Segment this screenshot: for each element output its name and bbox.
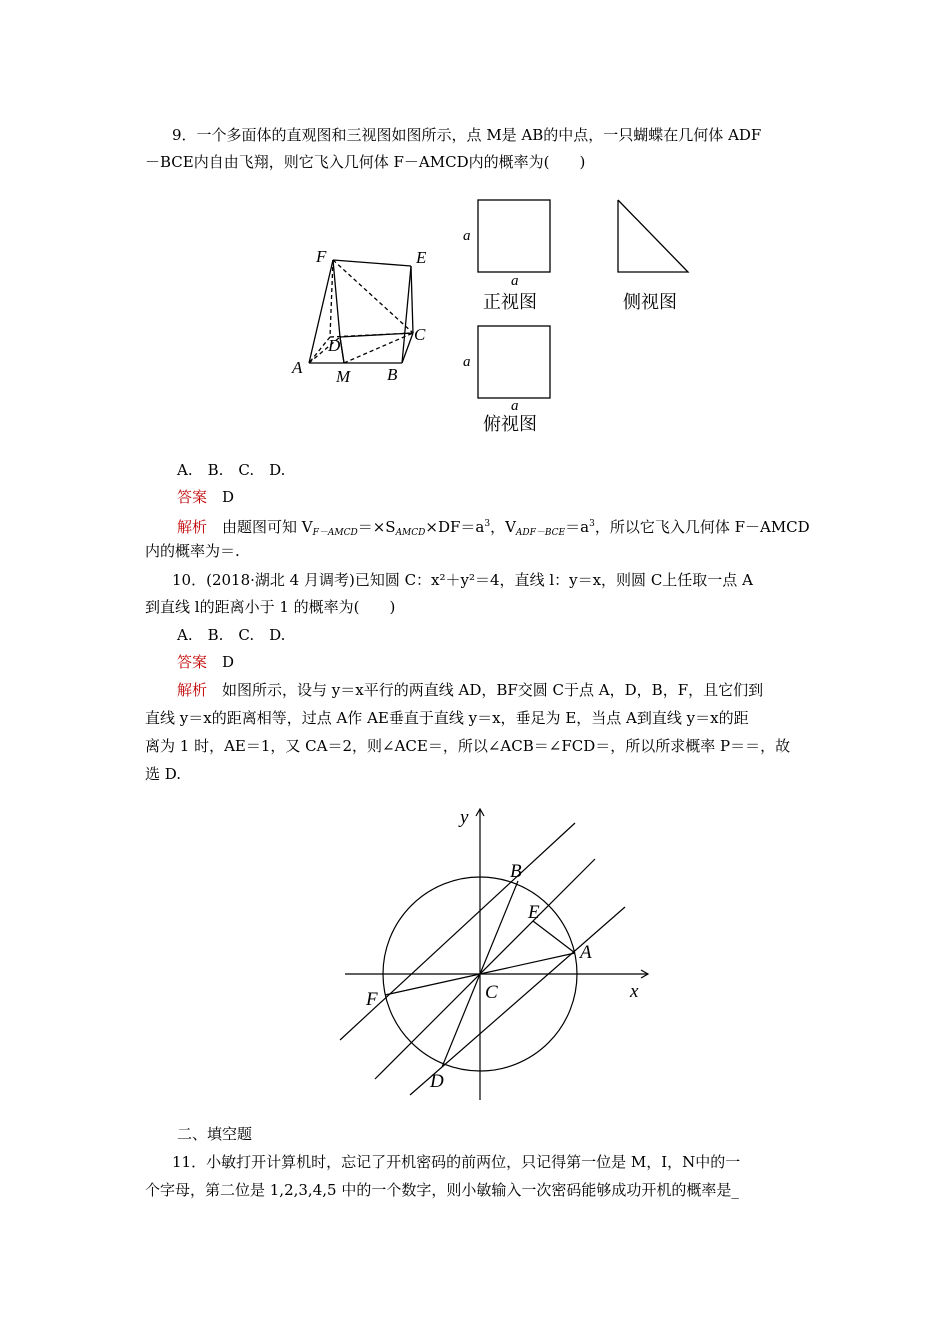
q9-sub3: ADF－BCE (515, 528, 566, 538)
top-dim-a-left: a (463, 354, 471, 370)
q9-sup1: 3 (484, 519, 491, 529)
q10-analysis-line3: 离为 1 时，AE＝1，又 CA＝2，则∠ACE＝，所以∠ACB＝∠FCD＝，所以所求概率 P＝＝，故 (145, 737, 791, 755)
q9-line1: 9．一个多面体的直观图和三视图如图所示，点 M是 AB的中点，一只蝴蝶在几何体 ADF (172, 126, 762, 144)
front-dim-a-bottom: a (511, 273, 519, 289)
q9-options: A. B. C. D. (177, 461, 286, 479)
q9-analysis-line1 (177, 514, 810, 543)
label-C: C (414, 325, 426, 344)
label-C2: C (485, 982, 498, 1003)
q9-analysis-label: 解析 (177, 518, 208, 536)
polyhedron-figure (278, 180, 708, 455)
q10-analysis-line2: 直线 y＝x的距离相等，过点 A作 AE垂直于直线 y＝x，垂足为 E，当点 A到直线 y＝x的距 (145, 709, 749, 727)
side-view-label: 侧视图 (623, 292, 677, 312)
q9-analysis-line2: 内的概率为＝. (145, 542, 240, 560)
label-B2: B (510, 861, 522, 882)
q9-answer-value: D (222, 488, 235, 506)
q9-mid3: ，V (490, 518, 516, 536)
q9-mid1: ＝×S (357, 518, 396, 536)
q10-analysis-line1 (177, 680, 763, 700)
label-A2: A (580, 942, 592, 963)
q10-line2: 到直线 l的距离小于 1 的概率为( ) (145, 598, 396, 616)
q10-analysis-line4: 选 D. (145, 765, 182, 783)
label-B: B (387, 365, 398, 384)
label-E: E (416, 248, 427, 267)
label-y: y (460, 807, 469, 828)
q11-line1: 11．小敏打开计算机时，忘记了开机密码的前两位，只记得第一位是 M，I，N中的一 (172, 1153, 741, 1171)
q9-answer (177, 487, 234, 507)
front-view-label: 正视图 (483, 292, 537, 312)
label-F2: F (366, 989, 378, 1010)
top-view-label: 俯视图 (483, 414, 537, 434)
label-E2: E (528, 902, 540, 923)
circle-figure (330, 795, 660, 1115)
front-dim-a-left: a (463, 228, 471, 244)
q9-answer-label: 答案 (177, 488, 208, 506)
q10-analysis-label: 解析 (177, 681, 208, 699)
label-D: D (328, 336, 341, 355)
q10-options: A. B. C. D. (177, 626, 286, 644)
q11-line2: 个字母，第二位是 1,2,3,4,5 中的一个数字，则小敏输入一次密码能够成功开机的概率是_ (145, 1181, 739, 1199)
section-title: 二、填空题 (177, 1125, 253, 1143)
top-dim-a-bottom: a (511, 398, 519, 414)
q9-mid2: ×DF＝a (425, 518, 485, 536)
q10-analysis-text1: 如图所示，设与 y＝x平行的两直线 AD，BF交圆 C于点 A，D，B，F，且它们到 (222, 681, 764, 699)
q9-analysis-part: 由题图可知 V (222, 518, 313, 536)
label-M: M (336, 367, 351, 386)
label-F: F (316, 247, 327, 266)
label-D2: D (430, 1071, 444, 1092)
q9-sup2: 3 (589, 519, 595, 529)
q9-line2: －BCE内自由飞翔，则它飞入几何体 F－AMCD内的概率为( ) (145, 153, 586, 171)
q9-sub1: F－AMCD (312, 528, 358, 538)
q10-answer-label: 答案 (177, 653, 208, 671)
label-A: A (292, 358, 303, 377)
label-x: x (630, 981, 639, 1002)
q10-line1: 10．(2018·湖北 4 月调考)已知圆 C：x²＋y²＝4，直线 l：y＝x，则圆 C上任取一点 A (172, 571, 753, 589)
q9-sub2: AMCD (395, 528, 426, 538)
q9-end1: ，所以它飞入几何体 F－AMCD (594, 518, 810, 536)
q10-answer (177, 652, 234, 672)
q10-answer-value: D (222, 653, 235, 671)
q9-mid4: ＝a (565, 518, 590, 536)
